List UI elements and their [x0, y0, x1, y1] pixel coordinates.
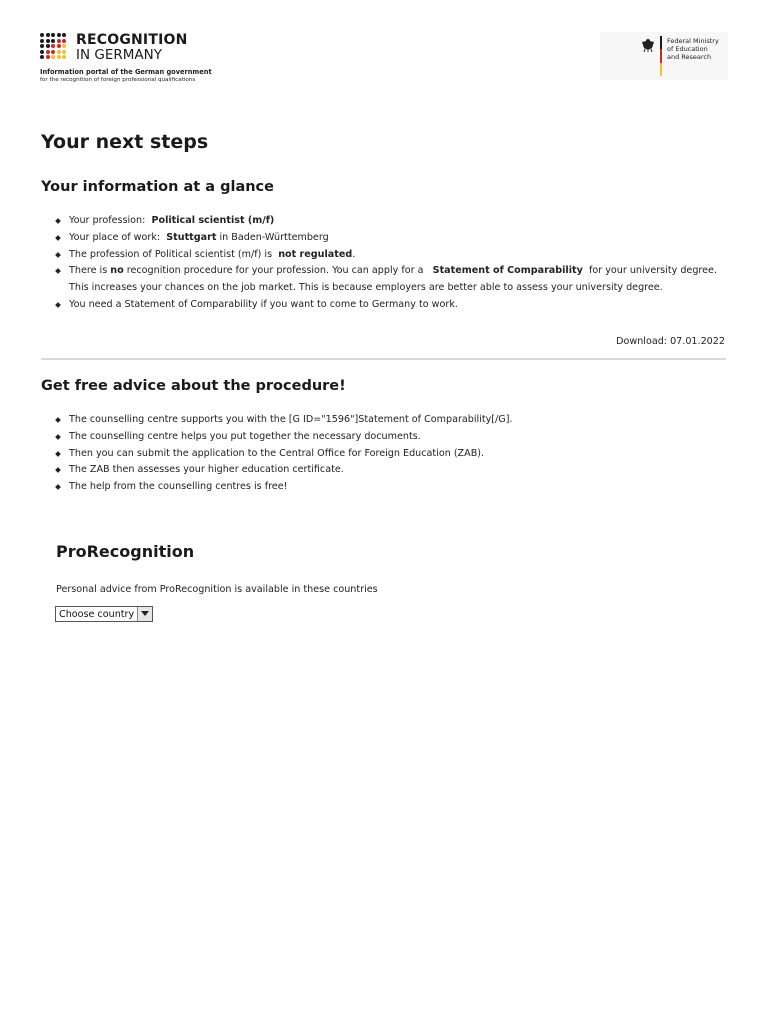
procedure-text-c: for your university degree. This increases your chances on the job market. This is because employers are better able to assess your university degree. — [69, 265, 718, 294]
glance-heading: Your information at a glance — [41, 179, 274, 195]
regulation-period: . — [352, 248, 356, 260]
workplace-label: Your place of work: — [69, 231, 161, 243]
bullet-icon — [55, 434, 61, 440]
list-item — [41, 462, 731, 479]
dropdown-button[interactable] — [137, 607, 152, 621]
bullet-icon — [55, 235, 61, 241]
logo-dot — [40, 44, 44, 48]
logo-dot — [57, 50, 61, 54]
prorecognition-description: Personal advice from ProRecognition is available in these countries — [56, 584, 378, 595]
section-divider — [41, 358, 726, 360]
list-item — [41, 412, 731, 429]
logo-dot — [46, 39, 50, 43]
logo-dot — [40, 33, 44, 37]
country-select[interactable] — [55, 606, 153, 622]
logo-dot — [40, 50, 44, 54]
bullet-icon — [55, 417, 61, 423]
logo-dot — [46, 55, 50, 59]
logo-dot — [40, 55, 44, 59]
ministry-line-2: of Education — [667, 45, 708, 53]
advice-item-text: The help from the counselling centres is free! — [69, 481, 288, 493]
logo-dot — [46, 33, 50, 37]
logo-dot — [57, 44, 61, 48]
portal-tagline: Information portal of the German government — [40, 68, 212, 76]
german-flag-bar — [660, 36, 662, 76]
logo-dot — [51, 39, 55, 43]
ministry-line-1: Federal Ministry — [667, 37, 719, 45]
logo-dot — [62, 33, 66, 37]
logo-dot — [51, 50, 55, 54]
federal-eagle-icon — [640, 37, 656, 53]
regulation-label: The profession of Political scientist (m/f) is — [69, 248, 273, 260]
advice-list — [41, 412, 731, 496]
glance-list — [41, 213, 731, 314]
procedure-text-b: recognition procedure for your profession. You can apply for a — [126, 265, 424, 277]
list-item-procedure — [41, 263, 731, 297]
download-date: Download: 07.01.2022 — [616, 336, 725, 347]
logo-dot — [62, 44, 66, 48]
list-item — [41, 479, 731, 496]
page-title: Your next steps — [41, 131, 209, 153]
profession-value: Political scientist (m/f) — [151, 215, 275, 226]
list-item-workplace — [41, 230, 731, 247]
prorecognition-title: ProRecognition — [56, 542, 195, 561]
recognition-in-germany-logo[interactable] — [40, 32, 210, 88]
list-item — [41, 429, 731, 446]
list-item — [41, 446, 731, 463]
list-item-need-statement — [41, 297, 731, 314]
logo-dot — [62, 55, 66, 59]
profession-label: Your profession: — [69, 215, 146, 226]
advice-item-text: The counselling centre supports you with the [G ID="1596"]Statement of Comparability[/G]. — [69, 414, 513, 425]
statement-of-comparability-link[interactable]: Statement of Comparability — [432, 265, 583, 277]
procedure-no: no — [110, 265, 124, 277]
advice-heading: Get free advice about the procedure! — [41, 378, 346, 394]
logo-dot — [51, 55, 55, 59]
logo-dot — [57, 55, 61, 59]
regulation-value: not regulated — [278, 248, 353, 260]
list-item-regulation — [41, 247, 731, 264]
workplace-value: Stuttgart — [166, 231, 217, 243]
bullet-icon — [55, 451, 61, 457]
bullet-icon — [55, 468, 61, 474]
page-header — [0, 0, 768, 100]
workplace-region: in Baden-Württemberg — [219, 231, 329, 243]
procedure-text-a: There is — [69, 265, 108, 277]
logo-dot — [40, 39, 44, 43]
need-statement-text: You need a Statement of Comparability if you want to come to Germany to work. — [69, 298, 458, 310]
ministry-name — [667, 37, 719, 61]
bullet-icon — [55, 269, 61, 275]
logo-dot — [51, 33, 55, 37]
logo-dot — [46, 44, 50, 48]
chevron-down-icon — [141, 611, 149, 617]
logo-dot — [62, 39, 66, 43]
ministry-line-3: and Research — [667, 53, 712, 61]
bullet-icon — [55, 218, 61, 224]
country-select-value: Choose country — [59, 609, 135, 620]
logo-dot — [46, 50, 50, 54]
bullet-icon — [55, 484, 61, 490]
advice-item-text: The counselling centre helps you put together the necessary documents. — [69, 430, 421, 442]
list-item-profession — [41, 213, 731, 230]
logo-dot — [57, 33, 61, 37]
federal-ministry-logo[interactable] — [600, 32, 728, 80]
portal-tagline-sub: for the recognition of foreign professional qualifications — [40, 77, 196, 83]
logo-dot — [51, 44, 55, 48]
brand-subtitle: IN GERMANY — [76, 47, 162, 63]
advice-item-text: The ZAB then assesses your higher education certificate. — [69, 464, 344, 476]
advice-item-text: Then you can submit the application to the Central Office for Foreign Education (ZAB). — [69, 447, 485, 459]
logo-dot — [62, 50, 66, 54]
brand-title: RECOGNITION — [76, 32, 188, 48]
logo-dot — [57, 39, 61, 43]
bullet-icon — [55, 252, 61, 258]
logo-dots-icon — [40, 33, 70, 59]
bullet-icon — [55, 302, 61, 308]
